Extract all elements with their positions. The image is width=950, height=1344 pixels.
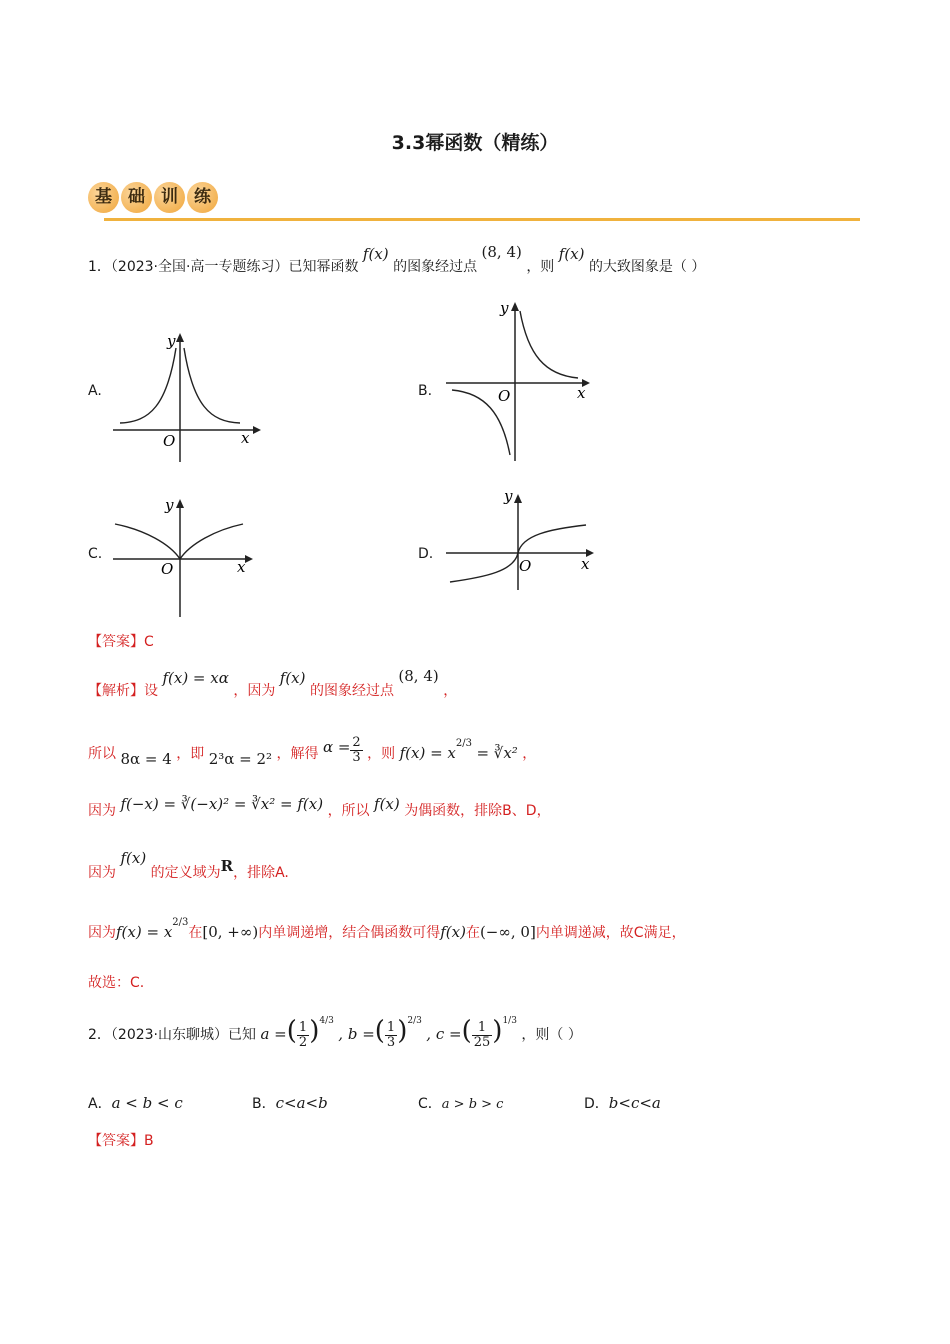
analysis-text: 为偶函数，排除B、D， bbox=[404, 803, 551, 819]
math-exponent: 4/3 bbox=[319, 1016, 334, 1026]
fraction-numerator: 2 bbox=[352, 735, 361, 750]
math-expr: f(x) = x bbox=[116, 923, 173, 941]
banner-char: 训 bbox=[154, 182, 185, 213]
axis-y-label: y bbox=[504, 487, 513, 505]
question-number: 2． bbox=[88, 1027, 111, 1043]
analysis-line-6: 故选：C. bbox=[88, 975, 145, 991]
stem-text: ，则（ ） bbox=[521, 1027, 582, 1043]
analysis-text: 内单调递增，结合偶函数可得 bbox=[258, 925, 441, 941]
math-fx: f(x) bbox=[440, 923, 466, 941]
fraction-numerator: 1 bbox=[386, 1019, 396, 1035]
banner-char: 础 bbox=[121, 182, 152, 213]
math-var-c: , c = bbox=[426, 1025, 462, 1043]
q2-option-a[interactable] bbox=[88, 1093, 183, 1113]
math-expr: α = bbox=[322, 738, 351, 757]
option-label: B． bbox=[252, 1096, 276, 1112]
question-source: （2023·山东聊城） bbox=[110, 1027, 229, 1043]
origin-label: O bbox=[519, 557, 532, 575]
stem-text: 的图象经过点 bbox=[393, 259, 478, 275]
axis-y-label: y bbox=[167, 332, 176, 350]
question-source: （2023·全国·高一专题练习） bbox=[110, 259, 289, 275]
analysis-text: ，排除A. bbox=[233, 865, 289, 881]
origin-label: O bbox=[161, 560, 174, 578]
analysis-text: ，因为 bbox=[233, 683, 276, 699]
origin-label: O bbox=[163, 432, 176, 450]
math-exponent: 2/3 bbox=[455, 738, 472, 750]
fraction-denominator: 25 bbox=[473, 1034, 491, 1050]
fraction-numerator: 1 bbox=[298, 1019, 308, 1035]
analysis-text: 设 bbox=[144, 683, 158, 699]
option-expr: a < b < c bbox=[111, 1094, 183, 1112]
graph-option-c[interactable] bbox=[105, 492, 265, 622]
banner-char: 基 bbox=[88, 182, 119, 213]
option-label: D． bbox=[584, 1096, 609, 1112]
analysis-text: ，则 bbox=[367, 746, 396, 763]
fraction-denominator: 3 bbox=[352, 749, 361, 765]
analysis-text: 内单调递减，故C满足， bbox=[535, 925, 686, 941]
option-expr: c<a<b bbox=[275, 1094, 328, 1112]
stem-text: 的大致图象是（ ） bbox=[588, 259, 706, 275]
option-label: C． bbox=[418, 1096, 442, 1112]
graph-option-d[interactable] bbox=[440, 485, 600, 595]
analysis-text: 的定义域为 bbox=[150, 865, 221, 881]
math-fraction bbox=[350, 736, 362, 764]
math-interval: (−∞, 0] bbox=[479, 923, 536, 941]
origin-label: O bbox=[498, 387, 511, 405]
math-interval: [0, +∞) bbox=[202, 923, 259, 941]
option-d-label[interactable]: D. bbox=[418, 546, 434, 562]
analysis-text: 因为 bbox=[88, 803, 116, 819]
math-exponent: 1/3 bbox=[502, 1016, 517, 1026]
analysis-line-4 bbox=[88, 849, 289, 882]
q2-option-d[interactable] bbox=[584, 1093, 661, 1113]
math-fx: f(x) bbox=[279, 669, 306, 687]
analysis-text: 的图象经过点 bbox=[309, 683, 394, 699]
math-var-b: , b = bbox=[338, 1025, 375, 1043]
stem-text: ，则 bbox=[526, 259, 555, 275]
math-expr: = ∛x² bbox=[476, 744, 518, 763]
math-fx: f(x) bbox=[374, 795, 400, 813]
analysis-text: 因为 bbox=[88, 865, 116, 881]
answer-value: C bbox=[144, 634, 154, 650]
section-banner bbox=[88, 182, 220, 213]
math-expr: f(x) = x bbox=[399, 744, 456, 763]
analysis-text: ，解得 bbox=[276, 746, 319, 763]
banner-char: 练 bbox=[187, 182, 218, 213]
q2-option-b[interactable] bbox=[252, 1093, 328, 1113]
option-label: A． bbox=[88, 1096, 112, 1112]
math-exponent: 2/3 bbox=[407, 1016, 422, 1026]
answer-label: 【答案】 bbox=[88, 1133, 144, 1149]
analysis-line-2 bbox=[88, 735, 537, 769]
math-fx: f(x) bbox=[558, 245, 585, 263]
math-fx: f(x) bbox=[120, 849, 147, 867]
analysis-line-1 bbox=[88, 667, 458, 700]
option-b-label[interactable]: B. bbox=[418, 383, 433, 399]
math-fraction bbox=[472, 1021, 493, 1049]
analysis-text: 因为 bbox=[88, 925, 116, 941]
answer-2 bbox=[88, 1130, 154, 1150]
axis-x-label: x bbox=[577, 384, 586, 402]
answer-value: B bbox=[144, 1133, 154, 1149]
math-reals: R bbox=[220, 857, 234, 875]
axis-x-label: x bbox=[237, 558, 246, 576]
axis-y-label: y bbox=[500, 299, 509, 317]
analysis-text: 在 bbox=[465, 925, 480, 941]
analysis-line-5 bbox=[88, 917, 686, 942]
math-expr: 8α = 4 bbox=[120, 750, 172, 769]
analysis-text: ，所以 bbox=[327, 803, 370, 819]
stem-text: 已知 bbox=[228, 1027, 257, 1043]
stem-text: 已知幂函数 bbox=[288, 259, 359, 275]
answer-1 bbox=[88, 631, 154, 651]
math-fraction bbox=[385, 1021, 397, 1049]
question-number: 1． bbox=[88, 259, 111, 275]
option-expr: b<c<a bbox=[608, 1094, 661, 1112]
math-expr: f(−x) = ∛(−x)² = ∛x² = f(x) bbox=[120, 795, 324, 813]
math-fx: f(x) bbox=[362, 245, 389, 263]
analysis-text: ， bbox=[522, 746, 537, 763]
section-rule bbox=[104, 218, 860, 221]
fraction-denominator: 3 bbox=[386, 1034, 396, 1050]
analysis-text: ， bbox=[443, 683, 458, 699]
math-fraction bbox=[297, 1021, 309, 1049]
question-2-stem: 2．（2023·山东聊城）已知 a =( $\frac{1}{2}$ )$^{4/3}$ , b =( $\frac{1}{3}$ )$^{2/3}$ , c =( $\frac{1}{25}$ )$^{1/3}$ ，则（ ） bbox=[88, 1016, 582, 1050]
page-title: 3.3幂函数（精练） bbox=[391, 132, 559, 154]
question-1-stem bbox=[88, 243, 706, 276]
answer-label: 【答案】 bbox=[88, 634, 144, 650]
option-a-label[interactable]: A. bbox=[88, 383, 102, 399]
option-expr: a > b > c bbox=[441, 1097, 504, 1112]
analysis-text: ，即 bbox=[176, 746, 205, 763]
math-var-a: a = bbox=[260, 1025, 287, 1043]
math-point: (8, 4) bbox=[398, 667, 439, 685]
analysis-text: 在 bbox=[188, 925, 203, 941]
analysis-line-3 bbox=[88, 795, 551, 820]
fraction-numerator: 1 bbox=[472, 1021, 493, 1036]
graph-option-a[interactable] bbox=[105, 330, 265, 470]
math-expr: f(x) = xα bbox=[162, 669, 229, 687]
fraction-denominator: 2 bbox=[298, 1034, 308, 1050]
axis-x-label: x bbox=[241, 429, 250, 447]
math-exponent: 2/3 bbox=[172, 917, 189, 929]
math-point: (8, 4) bbox=[481, 243, 522, 261]
math-expr: 2³α = 2² bbox=[208, 750, 273, 769]
q2-option-c[interactable] bbox=[418, 1093, 503, 1113]
axis-y-label: y bbox=[165, 496, 174, 514]
graph-option-b[interactable] bbox=[440, 295, 600, 465]
analysis-label: 【解析】 bbox=[88, 683, 144, 699]
option-c-label[interactable]: C. bbox=[88, 546, 103, 562]
analysis-text: 所以 bbox=[88, 746, 116, 763]
axis-x-label: x bbox=[581, 555, 590, 573]
